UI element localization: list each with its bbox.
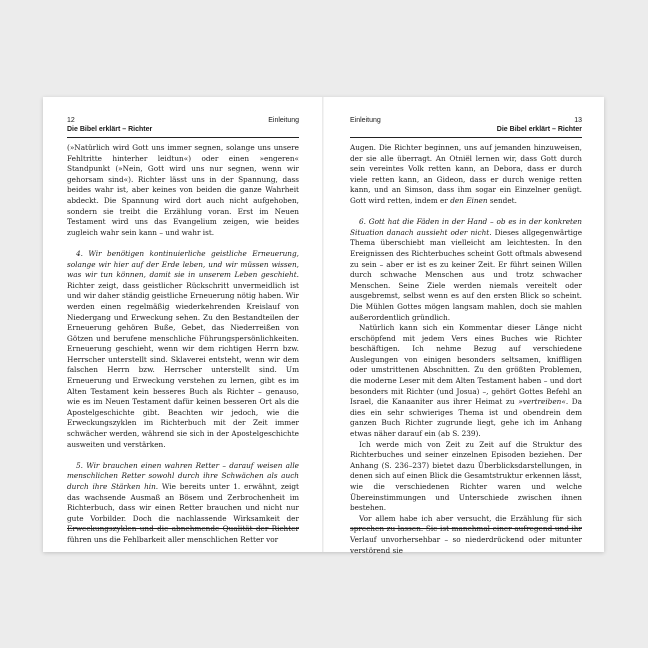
running-head: Einleitung xyxy=(350,117,381,124)
text-run: Richter zeigt, dass geistlicher Rückschritt unvermeidlich ist und wir daher ständig geistliche Erneuerung nötig haben. Wir werden einen regelmäßig wiederkehrenden Kreislauf von Niedergang und Erweckung sehen. Zu den Bestandteilen der Erneuerung gehören Buße, Gebet, das Niederreißen von Götzen und berufene menschliche Führungspersönlichkeiten. Erneuerung geschieht, wenn wir dem richtigen Herrn bzw. Herrscher unterstellt sind. Sklaverei entsteht, wenn wir dem falschen Herrn bzw. Herrscher unterstellt sind. Um Erneuerung und Erweckung verstehen zu lernen, gibt es im Alten Testament kein besseres Buch als Richter – genauso, wie es im Neuen Testament dafür keinen besseren Ort als die Apostelgeschichte gibt. Beachten wir jedoch, wie die Erweckungszyklen im Richterbuch mit der Zeit immer schwächer werden, während sie sich in der Apostelgeschichte ausweiten und verstärken. xyxy=(67,280,299,449)
right-page-body xyxy=(350,143,582,556)
book-subtitle: Die Bibel erklärt – Richter xyxy=(67,126,153,133)
paragraph xyxy=(350,217,582,323)
italic-text: 6. Gott hat die Fäden in der Hand – ob es in der konkreten Situation danach aussieht oder nicht. xyxy=(350,217,582,237)
text-run: Ich werde mich von Zeit zu Zeit auf die Struktur des Richterbuches und seiner einzelnen Episoden beziehen. Der Anhang (S. 236–237) bietet dazu Überblicksdarstellungen, in denen sich auf einen Blick die Gesamtstruktur erkennen lässt, wie die verschiedenen Richter waren und welche Übereinstimmungen und Unterschiede zwischen ihnen bestehen. xyxy=(350,439,582,513)
paragraph xyxy=(350,440,582,514)
book-subtitle: Die Bibel erklärt – Richter xyxy=(496,126,582,133)
italic-text: 5. Wir brauchen einen wahren Retter – darauf weisen alle menschlichen Retter sowohl durch ihre Schwächen als auch durch ihre Stärken hin. xyxy=(67,460,299,491)
right-page xyxy=(324,97,604,555)
paragraph xyxy=(67,249,299,450)
left-page-header xyxy=(67,116,299,138)
left-page xyxy=(43,97,323,552)
header-rule xyxy=(350,137,582,138)
italic-text: 4. Wir benötigen kontinuierliche geistliche Erneuerung, solange wir hier auf der Erde leben, und wir müssen wissen, was wir tun können, damit sie in unserem Leben geschieht. xyxy=(67,248,299,280)
text-run: . Da dies ein sehr schwieriges Thema ist und obendrein dem ganzen Buch Richter zugrunde liegt, gehe ich im Anhang etwas näher darauf ein (ab S. 239). xyxy=(350,397,583,439)
book-spread xyxy=(43,97,604,555)
page-number: 12 xyxy=(67,117,75,124)
footer-rule xyxy=(350,528,582,529)
text-run: Wie bereits unter 1. erwähnt, zeigt das wachsende Ausmaß an Bösem und Zerbrochenheit im Richterbuch, dass wir einen Retter brauchen und nicht nur gute Vorbilder. Doch die nachlassende Wirksamkeit der Erweckungszyklen und die abnehmende Qualität der Richter führen uns die Fehlbarkeit aller menschlichen Retter vor xyxy=(67,482,299,544)
italic-text: den Einen xyxy=(450,195,488,205)
paragraph xyxy=(350,143,582,207)
paragraph xyxy=(350,323,582,440)
paragraph xyxy=(67,143,299,238)
text-run: Augen. Die Richter beginnen, uns auf jemanden hinzuweisen, der sie alle überragt. An Otniël lernen wir, dass Gott durch sein vereintes Volk retten kann, an Debora, dass er durch viele retten kann, an Gideon, dass er durch wenige retten kann, und an Simson, dass ihm sogar ein Einzelner genügt. Gott wird retten, indem er xyxy=(350,143,582,205)
right-page-header xyxy=(350,116,582,138)
text-run: Vor allem habe ich aber versucht, die Erzählung für sich sprechen zu lassen. Sie ist manchmal einer aufregend und ihr Verlauf unvorhersehbar – so niederdrückend oder mitunter verstörend sie xyxy=(350,513,582,555)
paragraph xyxy=(67,461,299,546)
header-rule xyxy=(67,137,299,138)
page-number: 13 xyxy=(574,117,582,124)
paragraph xyxy=(350,514,582,556)
running-head: Einleitung xyxy=(268,117,299,124)
text-run: Natürlich kann sich ein Kommentar dieser Länge nicht erschöpfend mit jedem Vers eines Buches wie Richter beschäftigen. Ich nehme Bezug auf verschiedene Auslegungen von einigen besonders seltsamen, kniffligen oder umstrittenen Abschnitten. Zu den größten Problemen, die moderne Leser mit dem Alten Testament haben – und dort besonders mit Richter (und Josua) –, gehört Gottes Befehl an Israel, die Kanaaniter aus ihrer Heimat zu xyxy=(350,323,582,407)
left-page-body xyxy=(67,143,299,546)
text-run: Dieses allgegenwärtige Thema überschiebt man vielleicht am leichtesten. In den Ereignissen des Richterbuches scheint Gott oftmals abwesend zu sein – aber er ist es zu keiner Zeit. Er führt seinen Willen durch schwache Menschen aus und trotz schwacher Menschen. Seine Ziele werden niemals vereitelt oder ausgebremst, selbst wenn es auf den ersten Blick so scheint. Die Mühlen Gottes mögen langsam mahlen, doch sie mahlen außerordentlich gründlich. xyxy=(350,227,583,322)
text-run: sendet. xyxy=(487,195,517,205)
footer-rule xyxy=(67,528,299,529)
italic-text: »vertreiben« xyxy=(518,397,566,407)
text-run: (»Natürlich wird Gott uns immer segnen, solange uns unsere Fehltritte hinterher leidtun«) oder einen »engeren« Standpunkt (»Nein, Gott wird uns nur segnen, wenn wir gehorsam sind«). Richter lässt uns in der Spannung, dass beides wahr ist, aber keines von beiden die ganze Wahrheit abdeckt. Die Spannung wird dort auch nicht aufgehoben, sondern sie treibt die Erzählung voran. Erst im Neuen Testament wird uns das Evangelium zeigen, wie beides zugleich wahr sein kann – und wahr ist. xyxy=(67,143,299,237)
